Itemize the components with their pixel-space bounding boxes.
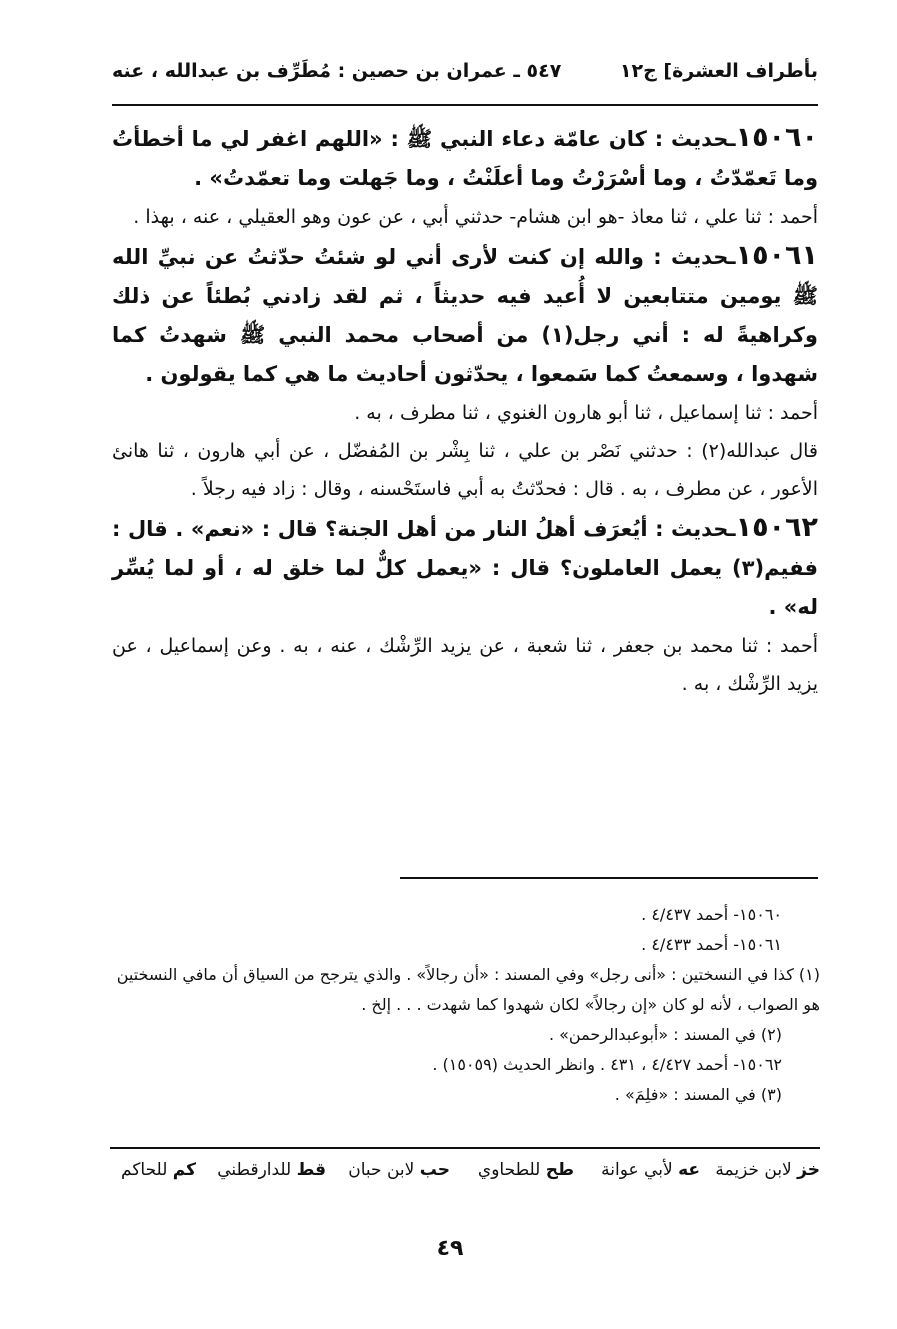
abbreviation-item: كم للحاكم (121, 1160, 196, 1180)
abbreviation-key (110, 1160, 820, 1194)
hadith-15062 (112, 508, 818, 627)
hadith-text: ـحديث : كان عامّة دعاء النبي ﷺ : «اللهم اغفر لي ما أخطأتُ وما تَعمّدّتُ ، وما أسْرَرْتُ وما أعلَنْتُ ، وما جَهلت وما تعمّدتُ» . (112, 127, 818, 190)
footnotes (108, 900, 820, 1110)
hadith-15060 (112, 118, 818, 198)
hadith-source: أحمد : ثنا إسماعيل ، ثنا أبو هارون الغنوي ، ثنا مطرف ، به . (354, 402, 818, 424)
hadith-number: ١٥٠٦٠ (735, 122, 818, 153)
hadith-15061 (112, 236, 818, 394)
header-rule (112, 104, 818, 106)
footnote: (٣) في المسند : «فلِمَ» . (614, 1085, 782, 1104)
footnote: ١٥٠٦٢- أحمد ٤/٤٢٧ ، ٤٣١ . وانظر الحديث (١٥٠٥٩) . (432, 1055, 782, 1074)
header-book-title: بأطراف العشرة] ج١٢ (619, 60, 818, 82)
abbreviation-item: حب لابن حبان (348, 1160, 450, 1180)
footnote: ١٥٠٦١- أحمد ٤/٤٣٣ . (641, 935, 782, 954)
hadith-number: ١٥٠٦١ (735, 240, 818, 271)
hadith-source: أحمد : ثنا علي ، ثنا معاذ -هو ابن هشام- حدثني أبي ، عن عون وهو العقيلي ، عنه ، بهذا . (133, 206, 818, 228)
running-header (112, 60, 818, 96)
hadith-text: ـحديث : والله إن كنت لأرى أني لو شئتُ حدّثتُ عن نبيِّ الله ﷺ يومين متتابعين لا أُعيد فيه حديثاً ، ثم لقد زادني بُطئاً عن ذلك وكراهيةً له : أني رجل(١) من أصحاب محمد النبي ﷺ شهدتُ كما شهدوا ، وسمعتُ كما سَمعوا ، يحدّثون أحاديث ما هي كما يقولون . (112, 245, 818, 386)
footnote: (٢) في المسند : «أبوعبدالرحمن» . (548, 1025, 782, 1044)
page-number: ٤٩ (436, 1236, 464, 1261)
footer-rule (110, 1147, 820, 1149)
footnote: ١٥٠٦٠- أحمد ٤/٤٣٧ . (641, 905, 782, 924)
abbreviation-item: قط للدارقطني (217, 1160, 326, 1180)
hadith-extra-narration: قال عبدالله(٢) : حدثني نَصْر بن علي ، ثنا بِشْر بن المُفضّل ، عن أبي هارون ، ثنا هانئ الأعور ، عن مطرف ، به . قال : فحدّثتُ به أبي فاستَحْسنه ، وقال : زاد فيه رجلاً . (112, 440, 819, 500)
footnote-rule (400, 877, 818, 879)
hadith-number: ١٥٠٦٢ (735, 512, 818, 543)
hadith-source: أحمد : ثنا محمد بن جعفر ، ثنا شعبة ، عن يزيد الرِّشْك ، عنه ، به . وعن إسماعيل ، عن يزيد الرِّشْك ، به . (112, 635, 818, 695)
abbreviation-item: عه لأبي عوانة (601, 1160, 700, 1180)
hadith-text: ـحديث : أيُعرَف أهلُ النار من أهل الجنة؟ قال : «نعم» . قال : ففيم(٣) يعمل العاملون؟ قال : «يعمل كلٌّ لما خلق له ، أو لما يُسِّر له» . (112, 517, 818, 619)
footnote: (١) كذا في النسختين : «أنى رجل» وفي المسند : «أن رجالاً» . والذي يترجح من السياق أن مافي النسختين هو الصواب ، لأنه لو كان «إن رجالاً» لكان شهدوا كما شهدت . . . إلخ . (116, 965, 820, 1014)
abbreviation-item: خز لابن خزيمة (715, 1160, 820, 1180)
header-chapter-title: ٥٤٧ ـ عمران بن حصين : مُطَرِّف بن عبدالله ، عنه (112, 60, 562, 82)
abbreviation-item: طح للطحاوي (477, 1160, 574, 1180)
main-text (112, 118, 818, 703)
